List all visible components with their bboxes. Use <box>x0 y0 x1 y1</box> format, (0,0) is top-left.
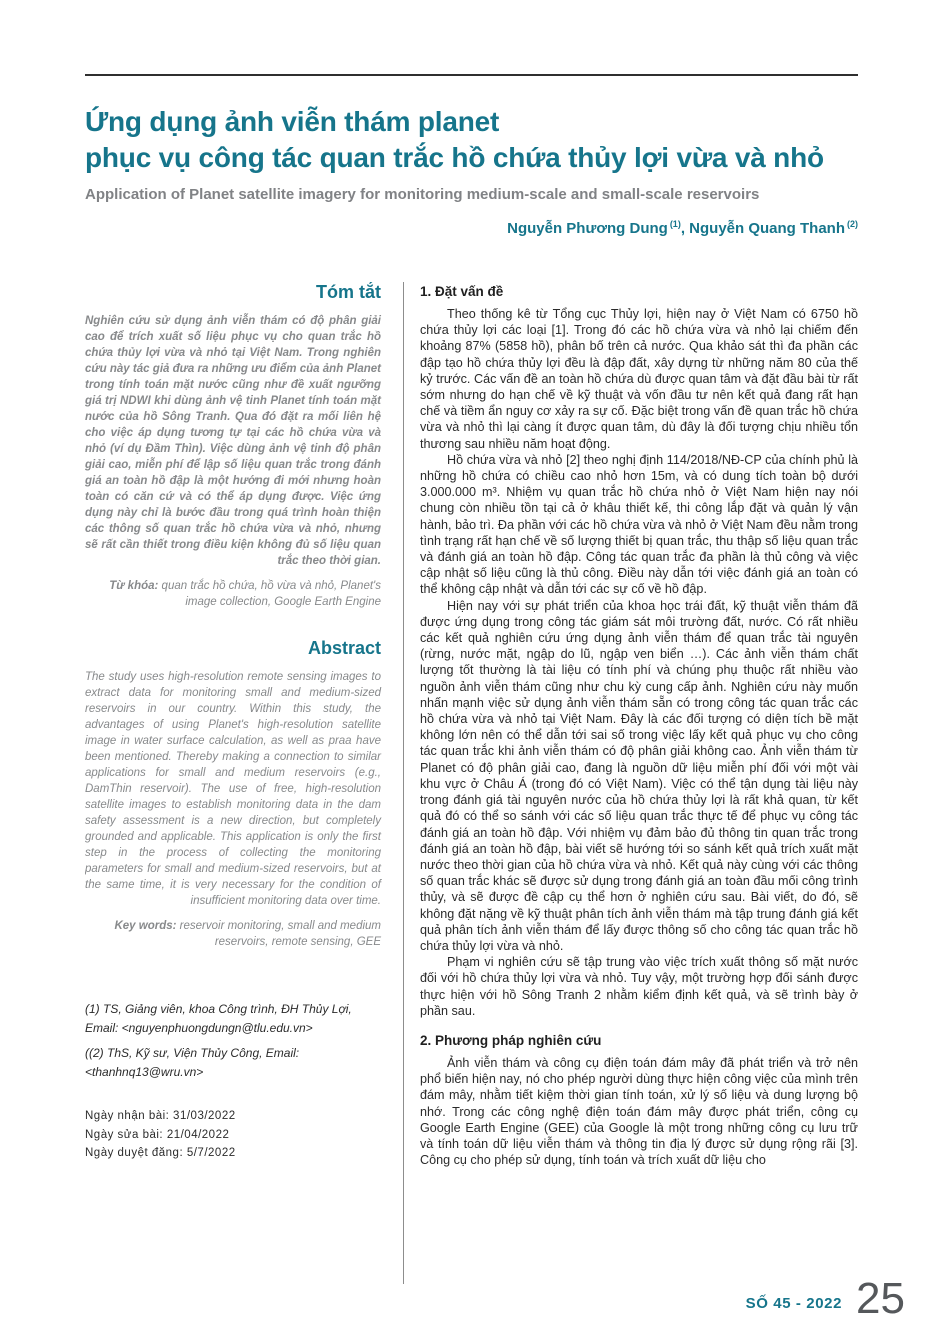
article-subtitle-en: Application of Planet satellite imagery for monitoring medium-scale and small-scale reservoirs <box>85 185 760 203</box>
tukhoa-line <box>85 579 381 610</box>
article-title-line-2: phục vụ công tác quan trắc hồ chứa thủy lợi vừa và nhỏ <box>85 141 824 173</box>
footnote-author-2: ((2) ThS, Kỹ sư, Viện Thủy Công, Email: <thanhnq13@wru.vn> <box>85 1046 300 1079</box>
author-2-affiliation-mark: (2) <box>847 218 858 229</box>
date-accepted: Ngày duyệt đăng: 5/7/2022 <box>85 1147 236 1160</box>
section-2-paragraph-1: Ảnh viễn thám và công cụ điện toán đám mây đã phát triển và trở nên phổ biến hiện nay, nó cho phép người dùng thực hiện công việc của mình trên đám mây, nhằm tiết kiệm thời gian tính toán, xử lý số liệu và dung lượng bộ nhớ. Trong các công nghệ điện toán đám mây được phát triển, công cụ Google Earth Engine (GEE) của Google là một trong những công cụ lưu trữ và tính toán dữ liệu viễn thám và thông tin địa lý được sử dụng rộng rãi [3]. Công cụ cho phép sử dụng, tính toán và trích xuất dữ liệu cho <box>420 1055 858 1168</box>
section-1-paragraph-3: Hiện nay với sự phát triển của khoa học trái đất, kỹ thuật viễn thám đã được ứng dụng trong công tác giám sát môi trường đất, nước. Có rất nhiều các kết quả nghiên cứu ứng dụng ảnh viễn thám để quan trắc tài nguyên (rừng, nước mặt, ngập do lũ, ngập ven biển …). Các ảnh viễn thám chất lượng tốt thường là tài liệu có tính phí và chúng phụ thuộc rất nhiều vào nguồn ảnh viễn thám cũng như chu kỳ cung cấp ảnh. Nghiên cứu này muốn nhấn mạnh việc sử dụng ảnh viễn thám sẵn có trong công tác quan trắc các hồ chứa vừa và nhỏ tại Việt Nam. Đây là các đối tượng có diện tích bề mặt không lớn nên có thể dẫn tới sai số trong việc lấy kết quả phục vụ cho công tác quan trắc khi ảnh viễn thám có độ phân giải không cao. Ảnh viễn thám từ Planet có độ phân giải cao, đang là nguồn dữ liệu miễn phí đối với một vài khu vực ở Châu Á (trong đó có Việt Nam). Việc có thể tận dụng tài liệu này trong đánh giá tài nguyên nước của hồ chứa thủy lợi là rất khả quan, từ kết quả đó có thể so sánh với các số liệu quan trắc thực tế để phục vụ công tác đánh giá an toàn hồ đập. Với nhiệm vụ đảm bảo đủ thông tin quan trắc trong đánh giá an toàn hồ đập, bài viết sẽ hướng tới so sánh kết quả trích xuất mặt nước theo thời gian của hồ chứa vừa và nhỏ. Kết quả này cùng với các thông số quan trắc khác sẽ được sử dụng trong đánh giá an toàn đầu mối công trình thủy, và sẽ được đề cập cụ thể hơn ở nghiên cứu sau. Bài viết, do đó, sẽ không đặt nặng về kỹ thuật phân tích ảnh viễn thám mà tập trung đánh giá kết quả phân tích ảnh viễn thám để lấy được thông số cho công tác quan trắc hồ chứa thủy lợi vừa và nhỏ. <box>420 598 858 953</box>
keywords-line <box>85 919 381 950</box>
section-1-paragraph-1: Theo thống kê từ Tổng cục Thủy lợi, hiện nay ở Việt Nam có 6750 hồ chứa thủy lợi các loại [1]. Trong đó các hồ chứa vừa và nhỏ lại chiếm đến khoảng 87% (5858 hồ), phân bố trên cả nước. Qua khảo sát thì đa phần các đập tạo hồ chứa thủy lợi đều là đập đất, xây dựng từ những năm 80 của thế kỷ trước. Các vấn đề an toàn hồ chứa dù được quan tâm và đặt đầu bài từ rất sớm nhưng do hạn chế về kỹ thuật và vốn đầu tư nên kết quả đang rất hạn chế và tiềm ẩn nguy cơ xảy ra sự cố. Đặc biệt trong vấn đề quan trắc hồ chứa vừa và nhỏ thì lại càng ít được quan tâm, dù đây là đối tượng chịu nhiều tổn thương sau nhiều năm hoạt động. <box>420 307 858 451</box>
section-1-paragraph-4: Phạm vi nghiên cứu sẽ tập trung vào việc trích xuất thông số mặt nước đối với hồ chứa thủy lợi vừa và nhỏ. Tuy vậy, một trường hợp đối sánh được thực hiện với hồ Sông Tranh 2 nhằm kiểm định kết quả, và sẽ trình bày ở phần sau. <box>420 955 858 1018</box>
issue-label: SỐ 45 - 2022 <box>745 1295 843 1312</box>
tomtat-heading: Tóm tắt <box>316 282 381 302</box>
keywords-label: Key words: <box>114 920 180 932</box>
author-footnotes <box>85 1000 381 1081</box>
date-revised: Ngày sửa bài: 21/04/2022 <box>85 1128 230 1141</box>
tukhoa-text: quan trắc hồ chứa, hồ vừa và nhỏ, Planet's image collection, Google Earth Engine <box>161 580 381 608</box>
tomtat-text: Nghiên cứu sử dụng ảnh viễn thám có độ phân giải cao để trích xuất số liệu phục vụ cho quan trắc hồ chứa thủy lợi vừa và nhỏ tại Việt Nam. Trong nghiên cứu này tác giả đưa ra những ưu điểm của ảnh Planet trong tính toán mặt nước cũng như đề xuất ngưỡng giá trị NDWI khi dùng ảnh vệ tinh Planet tính toán mặt nước của hồ Sông Tranh. Qua đó đặt ra mối liên hệ cho việc áp dụng tương tự tại các hồ chứa vừa và nhỏ (ví dụ Đầm Thìn). Việc dùng ảnh vệ tinh độ phân giải cao, miễn phí để lập số liệu quan trắc trong đánh giá an toàn hồ đập là một hướng đi mới nhưng hoàn toàn có căn cứ và có thể áp dụng được. Việc ứng dụng này chỉ là bước đầu trong quá trình hoàn thiện các thông số quan trắc hồ chứa vừa và nhỏ, nhưng sẽ rất cần thiết trong điều kiện không đủ số liệu quan trắc theo thời gian. <box>85 315 381 567</box>
abstract-column <box>85 282 381 1284</box>
tukhoa-label: Từ khóa: <box>109 580 162 592</box>
page-number: 25 <box>856 1274 905 1323</box>
top-rule <box>85 74 858 76</box>
author-1-affiliation-mark: (1) <box>669 218 681 229</box>
abstract-text: The study uses high-resolution remote sensing images to extract data for monitoring small and medium-sized reservoirs in our country. Within this study, the advantages of using Planet's high-resolution satellite image in water surface calculation, as well as praa have been mentioned. Thereby making a connection to similar applications for small and medium reservoirs (e.g., DamThin reservoir). The use of free, high-resolution satellite images to establish monitoring data in the dam safety assessment is a new direction, but completely grounded and applicable. This application is only the first step in the process of collecting the monitoring parameters for small and medium-sized reservoirs, but at the same time, it is very necessary for the condition of insufficient monitoring data over time. <box>85 671 381 907</box>
author-separator: , <box>680 219 690 237</box>
main-text-column <box>403 282 858 1284</box>
section-2-heading: 2. Phương pháp nghiên cứu <box>420 1032 602 1048</box>
keywords-text: reservoir monitoring, small and medium reservoirs, remote sensing, GEE <box>179 920 381 948</box>
abstract-heading: Abstract <box>307 638 381 658</box>
page-footer <box>745 1274 905 1323</box>
authors-line <box>85 219 858 237</box>
footnote-author-1: (1) TS, Giảng viên, khoa Công trình, ĐH Thủy Lợi, Email: <nguyenphuongdungn@tlu.edu.vn> <box>85 1002 352 1035</box>
article-title-line-1: Ứng dụng ảnh viễn thám planet <box>85 106 500 137</box>
article-title <box>85 104 858 176</box>
article-body <box>85 282 858 1284</box>
manuscript-dates <box>85 1107 381 1162</box>
author-1-name: Nguyễn Phương Dung <box>507 219 668 237</box>
section-1-paragraph-2: Hồ chứa vừa và nhỏ [2] theo nghị định 114/2018/NĐ-CP của chính phủ là những hồ chứa có chiều cao nhỏ hơn 15m, và có dung tích toàn bộ dưới 3.000.000 m³. Nhiệm vụ quan trắc hồ chứa nhỏ ở Việt Nam hiện nay nói chung còn nhiều tồn tại cả ở khâu thiết kế, thi công lắp đặt và quản lý vận hành, bảo trì. Đa phần với các hồ chứa vừa và nhỏ ở Việt Nam đều nằm trong tình trạng rất hạn chế về số lượng thiết bị quan trắc, thu thập số liệu quan trắc và đánh giá an toàn hồ đập. Công tác quan trắc đa phần là thủ công và việc cập nhật số liệu cũng là thủ công. Điều này dẫn tới việc đánh giá an toàn có thể không cập nhật và dẫn tới các sự cố về hồ đập. <box>420 452 858 597</box>
author-2-name: Nguyễn Quang Thanh <box>689 219 845 237</box>
date-received: Ngày nhận bài: 31/03/2022 <box>85 1110 236 1123</box>
section-1-heading: 1. Đặt vấn đề <box>420 284 504 299</box>
article-header <box>85 104 858 237</box>
